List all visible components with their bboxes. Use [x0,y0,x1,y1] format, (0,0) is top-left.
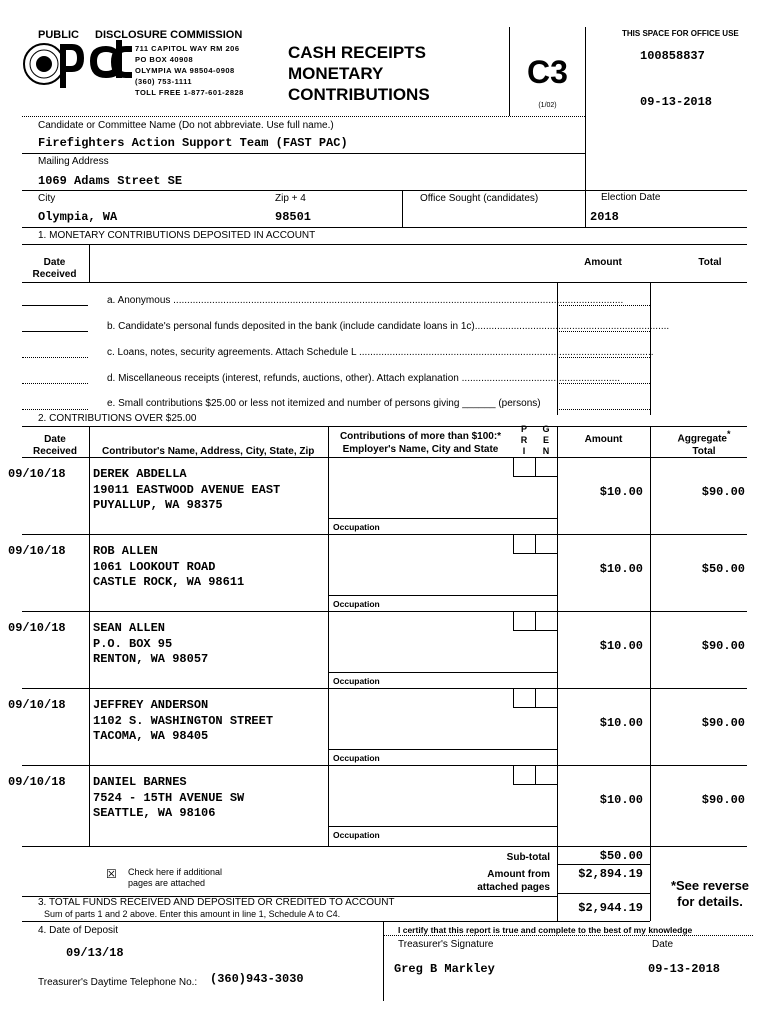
form-title: CASH RECEIPTS MONETARY CONTRIBUTIONS [288,43,430,104]
part1-date-header: Date Received [32,257,77,280]
phone: (360)943-3030 [210,972,304,986]
contribution-amount: $10.00 [599,716,643,730]
aggregate-total: $50.00 [701,562,745,576]
phone-label: Treasurer's Daytime Telephone No.: [38,977,198,988]
office-sought-label: Office Sought (candidates) [420,193,539,204]
aggregate-total: $90.00 [701,716,745,730]
occupation-label: Occupation [333,522,380,532]
part3-heading: 3. TOTAL FUNDS RECEIVED AND DEPOSITED OR CREDITED TO ACCOUNT [38,897,395,908]
signature-date: 09-13-2018 [648,962,721,976]
pdc-logo [22,38,134,90]
contributor-address: 1061 LOOKOUT ROAD [93,560,216,574]
primary-box[interactable] [513,457,536,477]
contribution-date: 09/10/18 [8,621,66,635]
total-funds-amount: $2,944.19 [578,901,643,915]
contribution-amount: $10.00 [599,639,643,653]
line-misc-receipts: d. Miscellaneous receipts (interest, refunds, auctions, other). Attach explanation ......................................................... [107,373,621,384]
part1-total-header: Total [698,257,722,268]
contribution-amount: $10.00 [599,562,643,576]
contributor-name: DEREK ABDELLA [93,467,187,481]
contribution-date: 09/10/18 [8,467,66,481]
primary-box[interactable] [513,611,536,631]
contribution-amount: $10.00 [599,485,643,499]
part2-amount-header: Amount [584,434,623,445]
aggregate-total: $90.00 [701,793,745,807]
primary-box[interactable] [513,688,536,708]
agency-line2: DISCLOSURE COMMISSION [95,29,243,41]
subtotal-amount: $50.00 [599,849,643,863]
certification-text: I certify that this report is true and complete to the best of my knowledge [398,925,693,935]
general-box[interactable] [535,611,558,631]
subtotal-label: Sub-total [506,852,550,863]
contribution-amount: $10.00 [599,793,643,807]
general-box[interactable] [535,457,558,477]
general-box[interactable] [535,688,558,708]
contributor-address: 1102 S. WASHINGTON STREET [93,714,274,728]
form-code: C3 [527,54,568,90]
aggregate-total: $90.00 [701,639,745,653]
contributor-city: TACOMA, WA 98405 [93,729,209,743]
election-date-label: Election Date [601,192,661,203]
contributor-city: RENTON, WA 98057 [93,652,209,666]
contributor-name: JEFFREY ANDERSON [93,698,209,712]
part1-heading: 1. MONETARY CONTRIBUTIONS DEPOSITED IN ACCOUNT [38,230,316,241]
contribution-date: 09/10/18 [8,775,66,789]
attached-amount-label: Amount from attached pages [477,869,550,893]
office-number: 100858837 [640,49,705,63]
contributor-city: SEATTLE, WA 98106 [93,806,216,820]
office-date: 09-13-2018 [640,95,713,109]
part3-subheading: Sum of parts 1 and 2 above. Enter this amount in line 1, Schedule A to C4. [44,909,341,919]
city-label: City [38,193,56,204]
general-header: G E N [542,424,550,456]
mailing-address: 1069 Adams Street SE [38,174,183,188]
signature-date-label: Date [652,939,674,950]
general-box[interactable] [535,765,558,785]
attached-pages-checkbox[interactable]: ☒ [106,867,117,881]
contributor-address: P.O. BOX 95 [93,637,173,651]
occupation-label: Occupation [333,830,380,840]
primary-box[interactable] [513,765,536,785]
zip-label: Zip + 4 [275,193,306,204]
see-reverse-note: *See reverse for details. [670,878,750,909]
mailing-address-label: Mailing Address [38,156,109,167]
agency-address: 711 CAPITOL WAY RM 206 PO BOX 40908 OLYMPIA WA 98504-0908 (360) 753-1111 TOLL FREE 1-877-601-2828 [135,44,244,97]
part2-date-header: Date Received [33,434,77,457]
line-small-contributions: e. Small contributions $25.00 or less not itemized and number of persons giving ______ (persons) [107,398,541,409]
deposit-date-label: 4. Date of Deposit [38,925,119,936]
contributor-name: SEAN ALLEN [93,621,166,635]
general-box[interactable] [535,534,558,554]
occupation-label: Occupation [333,599,380,609]
contributor-city: PUYALLUP, WA 98375 [93,498,223,512]
occupation-label: Occupation [333,676,380,686]
city: Olympia, WA [38,210,118,224]
contributor-header: Contributor's Name, Address, City, State, Zip [102,446,315,457]
committee-name-label: Candidate or Committee Name (Do not abbreviate. Use full name.) [38,120,334,131]
attached-amount: $2,894.19 [578,867,643,881]
line-loans: c. Loans, notes, security agreements. Attach Schedule L .......................................................................................................... [107,347,654,358]
part1-amount-header: Amount [584,257,622,268]
contribution-date: 09/10/18 [8,698,66,712]
part2-heading: 2. CONTRIBUTIONS OVER $25.00 [38,413,197,424]
primary-header: P R I [520,424,528,456]
election-date: 2018 [590,210,619,224]
treasurer-signature: Greg B Markley [394,962,495,976]
employer-header: Contributions of more than $100:* Employer's Name, City and State [339,431,502,455]
deposit-date: 09/13/18 [66,946,124,960]
agency-line1: PUBLIC [38,29,79,41]
attached-pages-label: Check here if additional pages are attached [128,867,223,888]
contributor-address: 7524 - 15TH AVENUE SW [93,791,245,805]
zip: 98501 [275,210,312,224]
aggregate-total: $90.00 [701,485,745,499]
primary-box[interactable] [513,534,536,554]
contributor-city: CASTLE ROCK, WA 98611 [93,575,245,589]
contributor-name: DANIEL BARNES [93,775,187,789]
committee-name: Firefighters Action Support Team (FAST PAC) [38,136,348,150]
aggregate-header: Aggregate* Total [677,429,731,458]
signature-label: Treasurer's Signature [398,939,494,950]
office-use-label: THIS SPACE FOR OFFICE USE [622,29,739,38]
line-anonymous: a. Anonymous .................................................................................................................................................................. [107,295,624,306]
contribution-date: 09/10/18 [8,544,66,558]
contributor-address: 19011 EASTWOOD AVENUE EAST [93,483,281,497]
occupation-label: Occupation [333,753,380,763]
contributor-name: ROB ALLEN [93,544,158,558]
line-candidate-funds: b. Candidate's personal funds deposited in the bank (include candidate loans in 1c)...................................................................... [107,321,670,332]
form-revision: (1/02) [538,102,557,109]
